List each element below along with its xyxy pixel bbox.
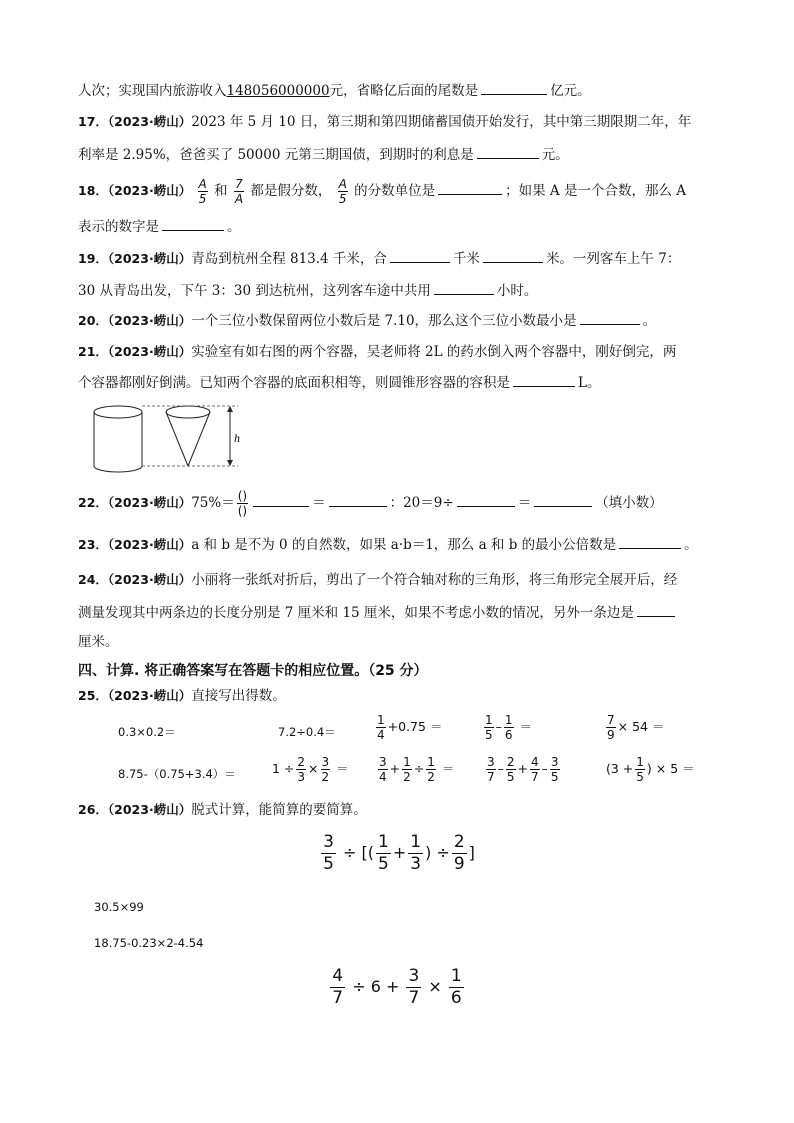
- answer-blank[interactable]: [513, 372, 575, 387]
- q23-line: 23．（2023·崂山）a 和 b 是不为 0 的自然数，如果 a·b＝1，那么 a 和 b 的最小公倍数是 。: [78, 534, 698, 555]
- answer-blank[interactable]: [534, 492, 592, 507]
- cone-top: [166, 406, 210, 418]
- calc-r1-e: $\frac{7}{9}$ × 54 ＝: [607, 713, 665, 742]
- answer-blank[interactable]: [329, 492, 387, 507]
- q17-line1: 17．（2023·崂山）2023 年 5 月 10 日，第三期和第四期储蓄国债开始发行，其中第三期限期二年，年: [78, 114, 692, 130]
- q24-line2: 测量发现其中两条边的长度分别是 7 厘米和 15 厘米，如果不考虑小数的情况，另外一条边是: [78, 602, 678, 623]
- calc-r1-a: 0.3×0.2＝: [118, 725, 176, 739]
- answer-blank[interactable]: [477, 144, 539, 159]
- q17-line2: 利率是 2.95%，爸爸买了 50000 元第三期国债，到期时的利息是 元。: [78, 144, 569, 165]
- q24-line3: 厘米。: [78, 634, 119, 650]
- q24-line1: 24．（2023·崂山）小丽将一张纸对折后，剪出了一个符合轴对称的三角形，将三角形完全展开后，经: [78, 572, 678, 588]
- calc-r2-e: (3 + $\frac{1}{5}$ ) × 5 ＝: [606, 755, 695, 784]
- expression-1: $\frac{3}{5}$ ÷ [( $\frac{1}{5}$ + $\frac{1}{3}$ ) ÷ $\frac{2}{9}$ ]: [323, 832, 475, 874]
- q19-line1: 19．（2023·崂山）青岛到杭州全程 813.4 千米，合 千米 米。一列客车上午 7：: [78, 248, 680, 269]
- answer-blank[interactable]: [637, 602, 675, 617]
- fraction-a-over-5: $\frac{A}{5}$: [198, 177, 207, 206]
- expression-2: 30.5×99: [94, 900, 144, 914]
- q21-line1: 21．（2023·崂山）实验室有如右图的两个容器，吴老师将 2L 的药水倒入两个容器中，刚好倒完，两: [78, 344, 677, 360]
- fraction-a-over-5-b: $\frac{A}{5}$: [338, 177, 347, 206]
- answer-blank[interactable]: [162, 216, 224, 231]
- q19-line2: 30 从青岛出发，下午 3：30 到达杭州，这列客车途中共用 小时。: [78, 280, 537, 301]
- calc-r1-c: $\frac{1}{4}$ +0.75 ＝: [377, 713, 443, 742]
- cylinder-top: [94, 406, 142, 418]
- q16-line: 人次；实现国内旅游收入148056000000元，省略亿后面的尾数是 亿元。: [78, 80, 591, 101]
- answer-blank[interactable]: [619, 534, 681, 549]
- answer-blank[interactable]: [434, 280, 494, 295]
- calc-r1-d: $\frac{1}{5}$ – $\frac{1}{6}$ ＝: [485, 713, 533, 742]
- height-label: h: [234, 434, 241, 445]
- containers-figure: [88, 402, 258, 476]
- q20-line: 20．（2023·崂山）一个三位小数保留两位小数后是 7.10，那么这个三位小数最小是 。: [78, 310, 656, 331]
- answer-blank[interactable]: [253, 492, 309, 507]
- answer-blank[interactable]: [481, 80, 547, 95]
- amount: 148056000000: [226, 83, 330, 99]
- answer-blank[interactable]: [483, 248, 543, 263]
- calc-r2-a: 8.75-（0.75+3.4）＝: [118, 767, 236, 781]
- cylinder-bottom: [94, 466, 142, 472]
- calc-r2-b: 1 ÷ $\frac{2}{3}$ × $\frac{3}{2}$ ＝: [272, 755, 349, 784]
- section-heading: 四、计算. 将正确答案写在答题卡的相应位置。（25 分）: [78, 663, 428, 679]
- q18-line1: 18．（2023·崂山） $\frac{A}{5}$ 和 $\frac{7}{A}$ 都是假分数， $\frac{A}{5}$ 的分数单位是 ；如果 A 是一个合数，那么 A: [78, 177, 687, 206]
- q22-line: 22．（2023·崂山）75%＝ $\frac{()}{()}$ ＝ ：20＝9÷ ＝ （填小数）: [78, 489, 663, 518]
- q25-line: 25．（2023·崂山）直接写出得数。: [78, 688, 286, 704]
- calc-r1-b: 7.2÷0.4＝: [278, 725, 336, 739]
- answer-blank[interactable]: [457, 492, 515, 507]
- q18-line2: 表示的数字是 。: [78, 216, 241, 237]
- expression-3: 18.75-0.23×2-4.54: [94, 936, 204, 950]
- calc-r2-c: $\frac{3}{4}$ + $\frac{1}{2}$ ÷ $\frac{1}{2}$ ＝: [379, 755, 455, 784]
- q21-line2: 个容器都刚好倒满。已知两个容器的底面积相等，则圆锥形容器的容积是 L。: [78, 372, 600, 393]
- q26-line: 26．（2023·崂山）脱式计算，能简算的要简算。: [78, 802, 367, 818]
- answer-blank[interactable]: [390, 248, 450, 263]
- expression-4: $\frac{4}{7}$ ÷ 6 + $\frac{3}{7}$ × $\frac{1}{6}$: [332, 966, 462, 1008]
- calc-r2-d: $\frac{3}{7}$ – $\frac{2}{5}$ + $\frac{4}{7}$ – $\frac{3}{5}$: [487, 755, 559, 784]
- fraction-7-over-a: $\frac{7}{A}$: [234, 177, 244, 206]
- answer-blank[interactable]: [580, 310, 640, 325]
- answer-blank[interactable]: [438, 180, 502, 195]
